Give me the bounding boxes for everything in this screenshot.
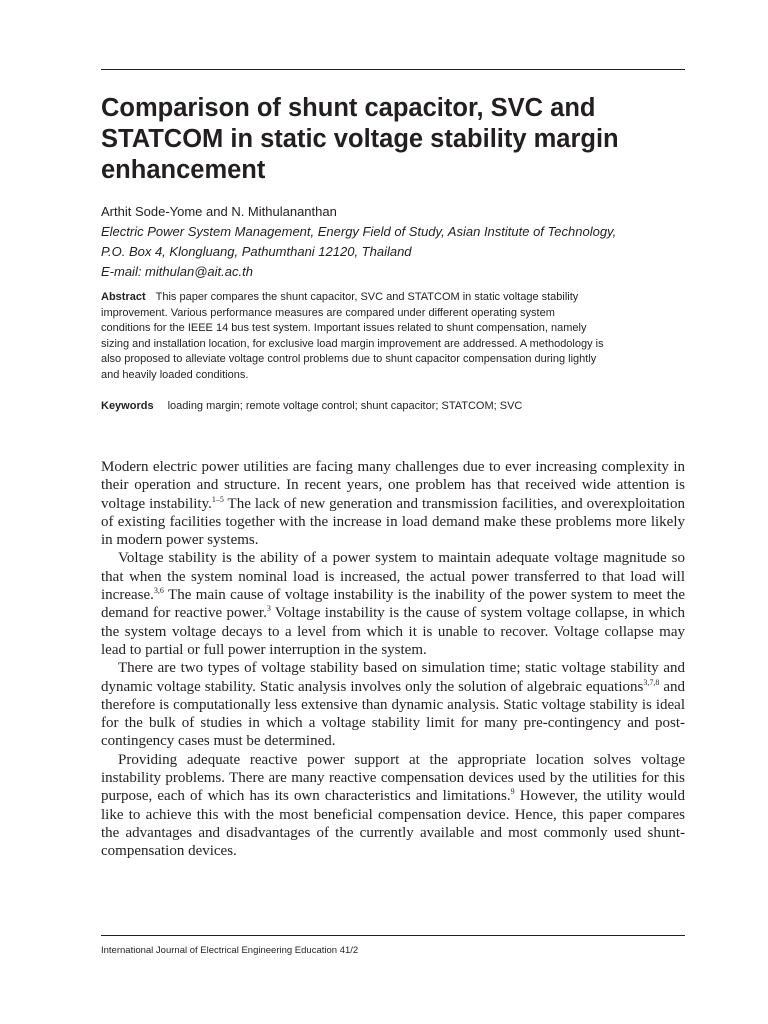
body-text-run: Voltage instability is the cause of system voltage collapse, in which the system voltage decays to a level from which it is unable to recover. Voltage collapse may lead to partial or full power interruption in the system. [101,605,686,658]
affiliation-line: Electric Power System Management, Energy Field of Study, Asian Institute of Technology, [101,224,617,239]
affiliation-email: E-mail: mithulan@ait.ac.th [101,264,253,279]
top-rule [101,69,685,70]
journal-footer: International Journal of Electrical Engineering Education 41/2 [101,945,359,956]
body-text-run: and therefore is computationally less extensive than dynamic analysis. Static voltage stability is ideal for the bulk of studies in which a voltage stability limit for many pre-contingency and post-contingency cases must be determined. [101,678,685,750]
keywords [101,399,522,414]
paper-title: Comparison of shunt capacitor, SVC and STATCOM in static voltage stability margin enhancement [101,94,619,184]
body-text [101,458,685,861]
abstract-line [101,290,685,306]
affiliation-address: P.O. Box 4, Klongluang, Pathumthani 12120, Thailand [101,244,412,259]
abstract-text: This paper compares the shunt capacitor, SVC and STATCOM in static voltage stability [155,291,579,303]
footer-rule [101,935,685,936]
abstract-label: Abstract [101,291,146,303]
abstract-line: and heavily loaded conditions. [101,368,249,381]
authors: Arthit Sode-Yome and N. Mithulananthan [101,204,337,219]
body-text-run: Modern electric power utilities are facing many challenges due to ever increasing complexity in their operation and structure. In recent years, one problem has that received wide attention is voltage instability. [101,459,685,512]
body-text-run: However, the utility would like to achieve this with the most beneficial compensation device. Hence, this paper compares the advantages and disadvantages of the currently available and most commonly used shunt-compensation devices. [101,788,685,860]
citation-ref: 9 [510,787,515,797]
abstract-line: conditions for the IEEE 14 bus test system. Important issues related to shunt compensation, namely [101,322,587,335]
body-text-run: Providing adequate reactive power support at the appropriate location solves voltage instability problems. There are many reactive compensation devices used by the utilities for this purpose, each of which has its own characteristics and limitations. [101,751,685,805]
citation-ref: 1–5 [211,494,224,504]
abstract [101,290,685,384]
body-text-run: Voltage stability is the ability of a power system to maintain adequate voltage magnitude so that when the system nominal load is increased, the actual power transferred to that load will increase. [101,550,685,604]
abstract-line: improvement. Various performance measures are compared under different operating system [101,306,555,319]
body-text-run: The lack of new generation and transmission facilities, and overexploitation of existing facilities together with the increase in load demand make these problems more likely in modern power systems. [101,495,685,549]
body-text-run: There are two types of voltage stability based on simulation time; static voltage stability and dynamic voltage stability. Static analysis involves only the solution of algebraic equations [101,660,685,695]
keywords-text: loading margin; remote voltage control; shunt capacitor; STATCOM; SVC [167,400,523,412]
body-text-run: The main cause of voltage instability is the inability of the power system to meet the demand for reactive power. [101,587,685,622]
affiliation [101,222,616,282]
keywords-label: Keywords [101,400,154,412]
body-paragraph [101,659,685,750]
body-paragraph [101,458,685,549]
body-paragraph [101,549,685,659]
citation-ref: 3 [266,604,271,614]
citation-ref: 3,6 [153,586,164,596]
abstract-line: also proposed to alleviate voltage control problems due to shunt capacitor compensation during lightly [101,353,597,366]
citation-ref: 3,7,8 [643,677,660,687]
abstract-line: sizing and installation location, for exclusive load margin improvement are addressed. A methodology is [101,337,604,350]
body-paragraph [101,751,685,861]
